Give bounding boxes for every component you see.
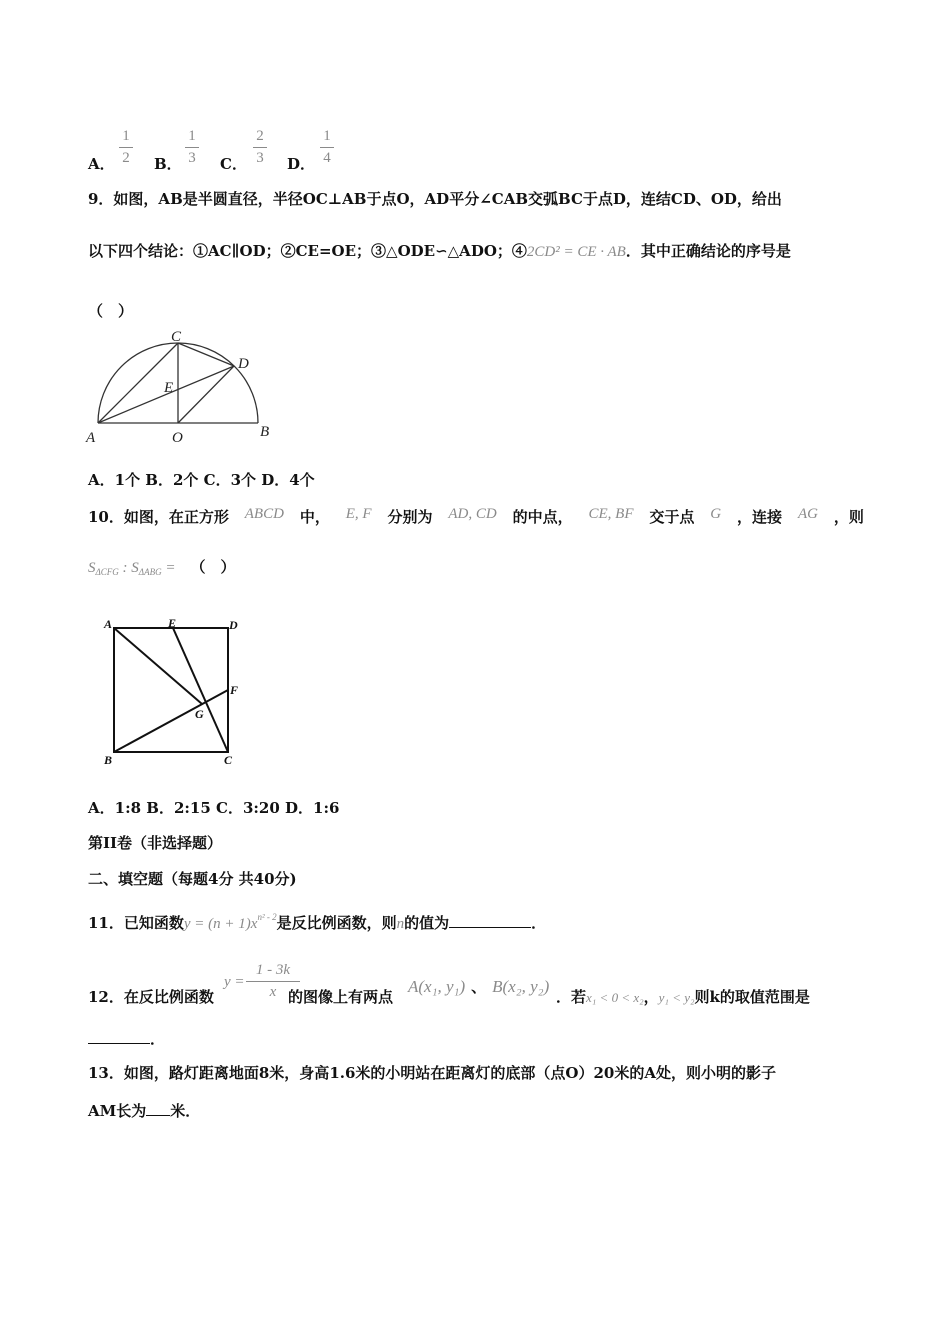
ratio-colon: : S xyxy=(118,560,139,576)
q10-math: G xyxy=(710,506,722,522)
q11-text: ． xyxy=(531,914,547,932)
q10-text: 交于点 xyxy=(649,508,695,526)
q10-text: 的中点， xyxy=(512,508,573,526)
q10-math: ABCD xyxy=(244,506,284,522)
fraction-denominator: 3 xyxy=(188,150,196,166)
q12-lhs: y = xyxy=(224,974,245,990)
q12-condition-x: x₁ < 0 < x₂ xyxy=(586,990,644,1005)
q12-condition-y: y₁ < y₂ xyxy=(658,990,695,1005)
q10-math: E, F xyxy=(345,506,372,522)
q10-text: 10．如图，在正方形 xyxy=(88,508,229,526)
q11-formula xyxy=(183,912,277,932)
q9-line2 xyxy=(88,240,791,261)
area-symbol: S xyxy=(88,560,96,576)
area-subscript: ΔABG xyxy=(138,567,162,577)
q8-option-a-label: A． xyxy=(88,155,115,173)
fraction-denominator: 2 xyxy=(122,150,130,166)
q12-text: 则k的取值范围是 xyxy=(694,988,810,1006)
q10-ratio-line xyxy=(88,556,236,577)
q10-text: 中， xyxy=(299,508,330,526)
point-d-label: D xyxy=(238,356,249,372)
q12-middle: 的图像上有两点 xyxy=(288,988,394,1006)
segment-bf xyxy=(114,690,228,752)
q12-points xyxy=(408,976,549,997)
q8-option-c-label: C． xyxy=(220,155,247,173)
fraction-numerator: 1 xyxy=(323,128,331,144)
q10-math: AG xyxy=(797,506,818,522)
q12-text: ． xyxy=(150,1030,166,1048)
q9-answer-paren: （ ） xyxy=(88,302,134,320)
q10-text: 分别为 xyxy=(387,508,433,526)
q10-answer-paren: （ ） xyxy=(190,558,236,576)
point-e-label: E xyxy=(168,616,177,630)
fill-blank-heading: 二、填空题（每题4分 共40分) xyxy=(88,870,297,888)
q10-line1 xyxy=(88,506,864,527)
q9-formula: 2CD² = CE · AB xyxy=(526,244,626,260)
fraction-numerator: 2 xyxy=(256,128,264,144)
point-c-label: C xyxy=(224,753,233,767)
point-a-label: A xyxy=(86,430,96,446)
q11-exponent: n² - 2 xyxy=(257,912,277,922)
q13-line1: 13．如图，路灯距离地面8米，身高1.6米的小明站在距离灯的底部（点O）20米的A处，则小明的影子 xyxy=(88,1064,776,1082)
q8-option-b-label: B． xyxy=(154,155,182,173)
radius-od xyxy=(178,366,234,423)
q12-point-b: B(x₂, y₂) xyxy=(492,977,550,996)
point-c-label: C xyxy=(171,329,182,345)
q9-semicircle-figure xyxy=(84,328,284,448)
q13-text: 米． xyxy=(170,1102,201,1120)
point-e-label: E xyxy=(164,380,174,396)
part2-heading: 第II卷（非选择题） xyxy=(88,834,223,852)
q12-text: ．若 xyxy=(556,988,587,1006)
q10-text: ，连接 xyxy=(737,508,783,526)
q11-formula-main: y = (n + 1)x xyxy=(183,916,258,932)
q8-option-d-fraction xyxy=(320,128,334,167)
chord-cd xyxy=(178,343,234,366)
q8-option-d-label: D． xyxy=(287,155,316,173)
point-b-label: B xyxy=(104,753,113,767)
q9-options: A．1个 B．2个 C．3个 D．4个 xyxy=(88,471,315,489)
square-abcd xyxy=(114,628,228,752)
q13-line2 xyxy=(88,1100,200,1121)
q12-condition xyxy=(556,986,810,1007)
q11-text: 11．已知函数 xyxy=(88,914,184,932)
q12-text: ， xyxy=(643,988,659,1006)
point-o-label: O xyxy=(172,430,183,446)
point-f-label: F xyxy=(230,683,239,697)
q8-option-a-fraction xyxy=(119,128,133,167)
q9-line2-suffix: ．其中正确结论的序号是 xyxy=(625,242,791,260)
q10-text: ，则 xyxy=(833,508,864,526)
q10-math: CE, BF xyxy=(588,506,634,522)
q10-options: A．1:8 B．2:15 C．3:20 D．1:6 xyxy=(88,799,340,817)
equals-sign: = xyxy=(161,560,176,576)
q12-answer-line xyxy=(88,1028,165,1049)
q11-text: 是反比例函数，则 xyxy=(276,914,397,932)
q10-square-figure xyxy=(98,612,258,774)
q11-line xyxy=(88,912,546,933)
point-g-label: G xyxy=(195,707,204,721)
segment-ce xyxy=(173,628,228,752)
q10-math: AD, CD xyxy=(448,506,497,522)
fraction-denominator: x xyxy=(269,984,277,1000)
q12-prefix: 12．在反比例函数 xyxy=(88,988,214,1006)
fraction-denominator: 4 xyxy=(323,150,331,166)
fraction-numerator: 1 - 3k xyxy=(255,962,291,978)
point-b-label: B xyxy=(260,424,270,440)
q10-ratio-expression xyxy=(88,560,175,576)
area-subscript: ΔCFG xyxy=(95,567,119,577)
q11-answer-blank[interactable] xyxy=(449,927,531,928)
q13-answer-blank[interactable] xyxy=(146,1115,170,1116)
q12-point-a: A(x₁, y₁) xyxy=(408,977,466,996)
q12-separator: 、 xyxy=(471,978,487,996)
q9-line2-text: 以下四个结论：①AC∥OD；②CE=OE；③△ODE∽△ADO；④ xyxy=(88,242,527,260)
q8-option-b-fraction xyxy=(185,128,199,167)
q11-variable: n xyxy=(396,916,405,932)
q12-answer-blank[interactable] xyxy=(88,1043,150,1044)
point-a-label: A xyxy=(104,617,113,631)
fraction-denominator: 3 xyxy=(256,150,264,166)
q9-line1: 9．如图，AB是半圆直径，半径OC⊥AB于点O，AD平分∠CAB交弧BC于点D，连结CD、OD，给出 xyxy=(88,190,782,208)
fraction-numerator: 1 xyxy=(188,128,196,144)
fraction-numerator: 1 xyxy=(122,128,130,144)
point-d-label: D xyxy=(229,618,238,632)
q11-text: 的值为 xyxy=(404,914,450,932)
q8-option-c-fraction xyxy=(253,128,267,167)
q13-text: AM长为 xyxy=(88,1102,147,1120)
